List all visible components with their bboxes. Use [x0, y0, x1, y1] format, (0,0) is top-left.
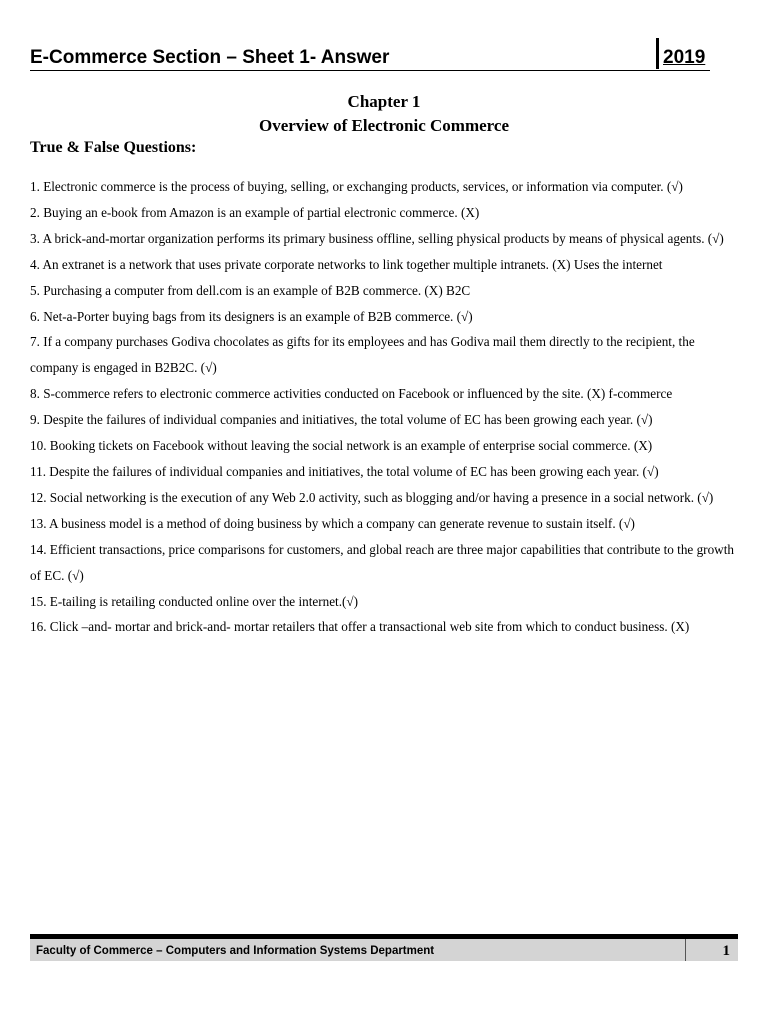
question-item: 8. S-commerce refers to electronic commerce activities conducted on Facebook or influenced by the site. (X) f-commerce: [30, 386, 673, 402]
question-item: 14. Efficient transactions, price comparisons for customers, and global reach are three major capabilities that contribute to the growth of EC. (√): [30, 541, 734, 583]
chapter-number: Chapter 1: [347, 92, 421, 111]
question-item: 9. Despite the failures of individual companies and initiatives, the total volume of EC has been growing each year. (√): [30, 412, 653, 428]
question-item: 10. Booking tickets on Facebook without leaving the social network is an example of enterprise social commerce. (X): [30, 438, 653, 454]
question-list: [30, 174, 738, 640]
footer-department: Faculty of Commerce – Computers and Information Systems Department: [36, 945, 435, 957]
question-item: 4. An extranet is a network that uses private corporate networks to link together multiple intranets. (X) Uses the internet: [30, 256, 663, 272]
question-item: 11. Despite the failures of individual companies and initiatives, the total volume of EC has been growing each year. (√): [30, 463, 659, 479]
question-item: 7. If a company purchases Godiva chocolates as gifts for its employees and has Godiva mail them directly to the recipient, the company is engaged in B2B2C. (√): [30, 334, 695, 376]
question-item: 6. Net-a-Porter buying bags from its designers is an example of B2B commerce. (√): [30, 308, 473, 324]
header-divider-bar: [656, 38, 659, 69]
page-number: 1: [722, 943, 730, 959]
section-heading: True & False Questions:: [30, 139, 197, 156]
page-header: [30, 46, 710, 71]
page-footer: [30, 934, 738, 961]
question-item: 5. Purchasing a computer from dell.com is an example of B2B commerce. (X) B2C: [30, 282, 471, 298]
question-item: 1. Electronic commerce is the process of buying, selling, or exchanging products, services, or information via computer. (√): [30, 179, 683, 194]
question-item: 12. Social networking is the execution of any Web 2.0 activity, such as blogging and/or having a presence in a social network. (√): [30, 489, 714, 505]
chapter-title: Overview of Electronic Commerce: [258, 116, 510, 135]
footer-divider: [685, 939, 686, 961]
question-item: 16. Click –and- mortar and brick-and- mortar retailers that offer a transactional web site from which to conduct business. (X): [30, 619, 690, 635]
document-year: 2019: [663, 47, 706, 68]
question-item: 3. A brick-and-mortar organization performs its primary business offline, selling physical products by means of physical agents. (√): [30, 230, 724, 246]
question-item: 2. Buying an e-book from Amazon is an example of partial electronic commerce. (X): [30, 204, 480, 220]
question-item: 13. A business model is a method of doing business by which a company can generate revenue to sustain itself. (√): [30, 515, 635, 531]
document-title: E-Commerce Section – Sheet 1- Answer: [30, 47, 390, 68]
question-item: 15. E-tailing is retailing conducted online over the internet.(√): [30, 593, 359, 609]
